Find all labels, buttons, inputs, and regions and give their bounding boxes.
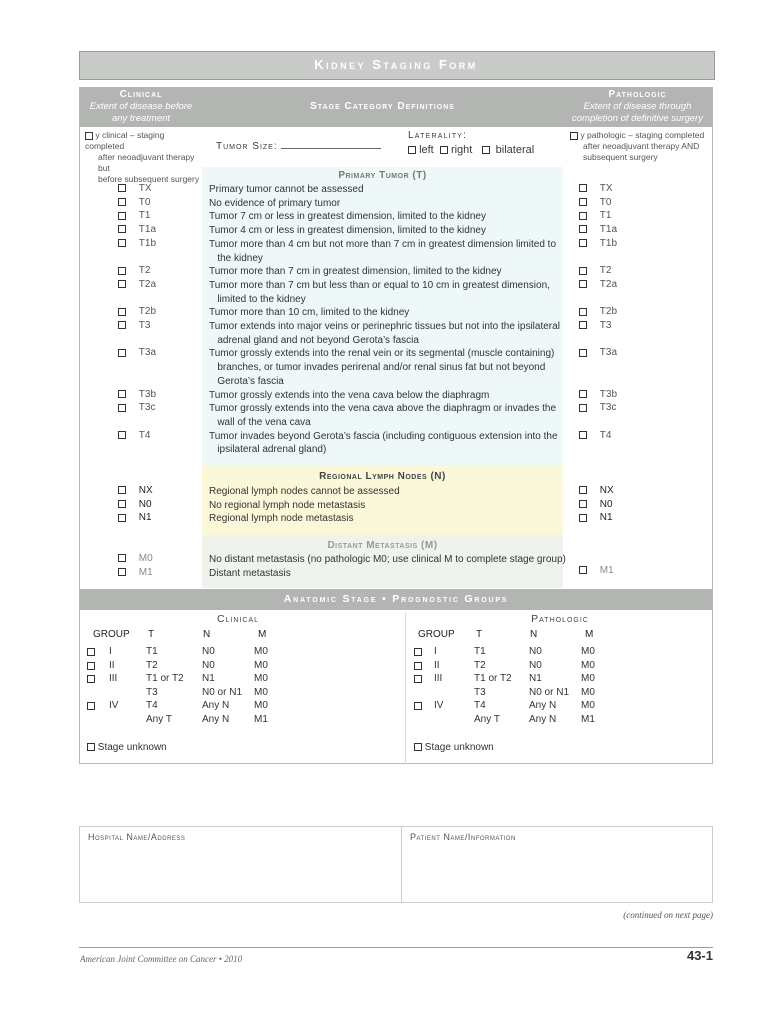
group-cell: Any N bbox=[529, 700, 557, 712]
pathologic-header: Pathologic Extent of disease through completion of definitive surgery bbox=[572, 89, 703, 124]
y-clinical-checkbox[interactable] bbox=[85, 132, 93, 140]
clinical-groups-title: Clinical bbox=[216, 613, 260, 625]
group-cell: T2 bbox=[474, 659, 486, 671]
clinical-tx[interactable] bbox=[118, 182, 152, 196]
stage-code: T2a bbox=[599, 278, 618, 290]
group-cell: N1 bbox=[202, 673, 215, 685]
stage-code: T1 bbox=[599, 210, 612, 222]
pathologic-t1a-checkbox[interactable] bbox=[579, 225, 587, 233]
clinical-t1-checkbox[interactable] bbox=[118, 212, 126, 220]
stage-code: T3b bbox=[599, 388, 618, 400]
clinical-t0-checkbox[interactable] bbox=[118, 198, 126, 206]
pathologic-stage-unknown[interactable]: Stage unknown bbox=[414, 741, 494, 755]
pathologic-t3a-checkbox[interactable] bbox=[579, 349, 587, 357]
group-checkbox[interactable] bbox=[87, 648, 95, 656]
group-cell: N0 or N1 bbox=[529, 686, 570, 698]
group-cell: M1 bbox=[581, 714, 595, 725]
stage-code: T1a bbox=[138, 224, 157, 236]
clinical-t2[interactable] bbox=[118, 264, 150, 278]
clinical-t3c[interactable] bbox=[118, 401, 155, 415]
pathologic-n0-checkbox[interactable] bbox=[579, 500, 587, 508]
group-cell: T1 bbox=[474, 646, 486, 657]
group-cell: Any T bbox=[146, 714, 172, 725]
clinical-t1[interactable] bbox=[118, 209, 150, 223]
group-cell: M0 bbox=[254, 700, 268, 712]
tumor-definition-line: Tumor invades beyond Gerota’s fascia (including contiguous extension into the bbox=[209, 430, 558, 442]
stage-code: NX bbox=[599, 485, 614, 496]
group-cell: III bbox=[434, 673, 443, 685]
clinical-t3a[interactable] bbox=[118, 346, 156, 360]
tumor-definition-line: Tumor grossly extends into the renal vein or its segmental (muscle containing) bbox=[209, 348, 555, 360]
group-cell: M0 bbox=[581, 686, 595, 698]
stage-code: TX bbox=[138, 183, 152, 194]
group-cell: M0 bbox=[581, 659, 595, 671]
group-cell: T4 bbox=[146, 700, 158, 712]
form-title: Kidney Staging Form bbox=[314, 57, 478, 72]
regional-nodes-title: Regional Lymph Nodes (N) bbox=[319, 471, 446, 482]
pathologic-stage-unknown-checkbox[interactable] bbox=[414, 743, 422, 751]
pathologic-t1b-checkbox[interactable] bbox=[579, 239, 587, 247]
groups-col-header: T bbox=[148, 629, 155, 640]
stage-code: T0 bbox=[138, 196, 151, 208]
pathologic-t2a[interactable] bbox=[579, 278, 617, 292]
group-checkbox[interactable] bbox=[414, 662, 422, 670]
groups-col-header: N bbox=[203, 629, 211, 640]
tumor-definition-line: Tumor more than 7 cm in greatest dimension, limited to the kidney bbox=[209, 266, 502, 278]
stage-code: N1 bbox=[599, 512, 613, 524]
stage-code: T3c bbox=[138, 402, 156, 414]
page-number: 43-1 bbox=[686, 948, 713, 963]
tumor-definition-line: Tumor extends into major veins or perinephric tissues but not into the ipsilateral bbox=[209, 321, 560, 333]
patient-box[interactable] bbox=[401, 826, 713, 903]
pathologic-t1a[interactable] bbox=[579, 223, 617, 237]
tumor-definition-line: wall of the vena cava bbox=[209, 416, 311, 428]
group-cell: M0 bbox=[581, 673, 595, 685]
group-cell: M0 bbox=[254, 659, 268, 671]
tumor-definition-line: No evidence of primary tumor bbox=[209, 197, 341, 209]
footer-publisher: American Joint Committee on Cancer • 2010 bbox=[80, 954, 243, 964]
pathologic-t1-checkbox[interactable] bbox=[579, 212, 587, 220]
group-cell: II bbox=[434, 659, 440, 671]
group-cell: I bbox=[109, 646, 112, 657]
clinical-n1-checkbox[interactable] bbox=[118, 514, 126, 522]
stage-code: T1a bbox=[599, 224, 618, 236]
group-cell: T4 bbox=[474, 700, 486, 712]
tumor-definition-line: Primary tumor cannot be assessed bbox=[209, 184, 364, 195]
stage-code: T2 bbox=[138, 265, 151, 277]
stage-code: T1b bbox=[599, 237, 618, 249]
pathologic-t2[interactable] bbox=[579, 264, 611, 278]
tumor-definition-line: Tumor more than 4 cm but not more than 7 cm in greatest dimension limited to bbox=[209, 238, 557, 250]
laterality-group: Laterality: left right bilateral bbox=[408, 130, 535, 156]
tumor-definition-line: branches, or tumor invades perirenal and/or renal sinus fat but not beyond bbox=[209, 362, 546, 374]
group-cell: T1 or T2 bbox=[474, 673, 512, 685]
clinical-n0[interactable] bbox=[118, 498, 152, 512]
group-cell: Any N bbox=[202, 714, 230, 725]
stage-code: T3 bbox=[599, 320, 612, 331]
regional-nodes-definitions: Regional lymph nodes cannot be assessed No regional lymph node metastasis Regional lymph node metastasis bbox=[209, 486, 400, 525]
group-cell: T1 or T2 bbox=[146, 673, 184, 685]
stage-code: T0 bbox=[599, 196, 612, 208]
pathologic-t3-checkbox[interactable] bbox=[579, 321, 587, 329]
clinical-t3c-checkbox[interactable] bbox=[118, 404, 126, 412]
pathologic-n1[interactable] bbox=[579, 511, 613, 525]
tumor-definition-line: adrenal gland and not beyond Gerota’s fascia bbox=[209, 334, 419, 346]
group-cell: Any T bbox=[474, 714, 500, 725]
stage-code: T3a bbox=[599, 347, 618, 359]
groups-divider bbox=[405, 612, 406, 764]
group-checkbox[interactable] bbox=[87, 675, 95, 683]
pathologic-t0-checkbox[interactable] bbox=[579, 198, 587, 206]
stage-code: T1 bbox=[138, 210, 151, 222]
stage-code: T3 bbox=[138, 320, 151, 331]
group-cell: III bbox=[109, 673, 118, 685]
pathologic-t2b-checkbox[interactable] bbox=[579, 308, 587, 316]
clinical-header: Clinical Extent of disease before any treatment bbox=[89, 89, 193, 124]
hospital-label: Hospital Name/Address bbox=[88, 832, 186, 842]
group-checkbox[interactable] bbox=[414, 648, 422, 656]
group-cell: T2 bbox=[146, 659, 158, 671]
group-cell: N1 bbox=[529, 673, 542, 685]
clinical-t0[interactable] bbox=[118, 196, 150, 210]
group-cell: T3 bbox=[474, 686, 486, 698]
group-checkbox[interactable] bbox=[414, 702, 422, 710]
pathologic-n0[interactable] bbox=[579, 498, 613, 512]
pathologic-t2-checkbox[interactable] bbox=[579, 267, 587, 275]
stage-code: NX bbox=[138, 485, 153, 496]
stage-code: T4 bbox=[138, 429, 151, 441]
groups-col-header: M bbox=[585, 629, 594, 640]
laterality-right-checkbox[interactable] bbox=[440, 146, 448, 154]
group-cell: IV bbox=[109, 700, 119, 712]
footer-rule bbox=[79, 947, 713, 948]
stage-code: N0 bbox=[138, 498, 152, 510]
y-pathologic-option[interactable]: y pathologic – staging completed after neoadjuvant therapy AND subsequent surgery bbox=[570, 130, 710, 163]
pathologic-t3[interactable] bbox=[579, 319, 611, 333]
clinical-t3-checkbox[interactable] bbox=[118, 321, 126, 329]
pathologic-t2b[interactable] bbox=[579, 305, 617, 319]
clinical-t3b[interactable] bbox=[118, 388, 156, 402]
tumor-definition-line: Tumor grossly extends into the vena cava below the diaphragm bbox=[209, 389, 490, 401]
clinical-stage-unknown-checkbox[interactable] bbox=[87, 743, 95, 751]
hospital-box[interactable] bbox=[79, 826, 402, 903]
m0-clinical-checkbox[interactable] bbox=[118, 554, 126, 562]
clinical-t3a-checkbox[interactable] bbox=[118, 349, 126, 357]
tumor-definition-line: ipsilateral adrenal gland) bbox=[209, 444, 327, 456]
groups-col-header: GROUP bbox=[418, 629, 455, 640]
group-cell: M0 bbox=[581, 700, 595, 712]
pathologic-t4[interactable] bbox=[579, 429, 611, 443]
groups-col-header: M bbox=[258, 629, 267, 640]
anatomic-stage-title: Anatomic Stage • Prognostic Groups bbox=[283, 593, 509, 605]
laterality-left-checkbox[interactable] bbox=[408, 146, 416, 154]
clinical-t1a-checkbox[interactable] bbox=[118, 225, 126, 233]
clinical-nx-checkbox[interactable] bbox=[118, 486, 126, 494]
clinical-t1b[interactable] bbox=[118, 237, 156, 251]
distant-mets-pathologic-codes: M1 bbox=[579, 564, 614, 578]
clinical-t4-checkbox[interactable] bbox=[118, 431, 126, 439]
clinical-nx[interactable] bbox=[118, 484, 153, 498]
clinical-t1a[interactable] bbox=[118, 223, 156, 237]
tumor-definition-line: Tumor grossly extends into the vena cava above the diaphragm or invades the bbox=[209, 403, 557, 415]
group-cell: II bbox=[109, 659, 115, 671]
tumor-definition-line: Tumor 4 cm or less in greatest dimension, limited to the kidney bbox=[209, 225, 486, 237]
pathologic-t3c[interactable] bbox=[579, 401, 616, 415]
tumor-definition-line: Tumor more than 10 cm, limited to the kidney bbox=[209, 307, 410, 319]
groups-col-header: GROUP bbox=[93, 629, 130, 640]
pathologic-t1b[interactable] bbox=[579, 237, 617, 251]
clinical-t2b-checkbox[interactable] bbox=[118, 308, 126, 316]
clinical-n0-checkbox[interactable] bbox=[118, 500, 126, 508]
clinical-t4[interactable] bbox=[118, 429, 150, 443]
tumor-definition-line: Gerota’s fascia bbox=[209, 375, 284, 387]
tumor-size-input[interactable] bbox=[281, 140, 381, 149]
tumor-definition-line: Tumor 7 cm or less in greatest dimension, limited to the kidney bbox=[209, 211, 486, 223]
group-cell: N0 bbox=[529, 659, 542, 671]
pathologic-nx[interactable] bbox=[579, 484, 614, 498]
stage-code: T3b bbox=[138, 388, 157, 400]
group-cell: N0 bbox=[202, 646, 215, 657]
group-checkbox[interactable] bbox=[87, 662, 95, 670]
stage-code: T2b bbox=[599, 306, 618, 318]
patient-label: Patient Name/Information bbox=[410, 832, 516, 842]
group-cell: M0 bbox=[581, 646, 595, 657]
groups-col-header: T bbox=[476, 629, 483, 640]
pathologic-t2a-checkbox[interactable] bbox=[579, 280, 587, 288]
groups-col-header: N bbox=[530, 629, 538, 640]
group-cell: N0 bbox=[529, 646, 542, 657]
pathologic-t3c-checkbox[interactable] bbox=[579, 404, 587, 412]
stage-code: T4 bbox=[599, 429, 612, 441]
pathologic-tx-checkbox[interactable] bbox=[579, 184, 587, 192]
distant-mets-clinical-codes: M0 M1 bbox=[118, 552, 153, 580]
clinical-t2a-checkbox[interactable] bbox=[118, 280, 126, 288]
stage-code: T3a bbox=[138, 347, 157, 359]
group-cell: T3 bbox=[146, 686, 158, 698]
stage-code: N1 bbox=[138, 512, 152, 524]
clinical-n1[interactable] bbox=[118, 511, 152, 525]
clinical-t3[interactable] bbox=[118, 319, 150, 333]
stage-code: T2a bbox=[138, 278, 157, 290]
group-cell: Any N bbox=[529, 714, 557, 725]
tumor-definition-line: Tumor more than 7 cm but less than or equal to 10 cm in greatest dimension, bbox=[209, 279, 550, 291]
stage-code: T1b bbox=[138, 237, 157, 249]
stage-code: T2b bbox=[138, 306, 157, 318]
clinical-stage-unknown[interactable]: Stage unknown bbox=[87, 741, 167, 755]
group-cell: M0 bbox=[254, 673, 268, 685]
stage-code: T2 bbox=[599, 265, 612, 277]
clinical-t2-checkbox[interactable] bbox=[118, 267, 126, 275]
distant-mets-title: Distant Metastasis (M) bbox=[327, 540, 438, 551]
primary-tumor-definitions bbox=[209, 183, 563, 457]
group-cell: T1 bbox=[146, 646, 158, 657]
group-checkbox[interactable] bbox=[87, 702, 95, 710]
stage-code: T3c bbox=[599, 402, 617, 414]
m1-clinical-checkbox[interactable] bbox=[118, 568, 126, 576]
pathologic-nx-checkbox[interactable] bbox=[579, 486, 587, 494]
tumor-definition-line: limited to the kidney bbox=[209, 293, 306, 305]
clinical-t2a[interactable] bbox=[118, 278, 156, 292]
tumor-size-label: Tumor Size: bbox=[216, 141, 278, 152]
m1-pathologic-checkbox[interactable] bbox=[579, 566, 587, 574]
group-cell: M0 bbox=[254, 686, 268, 698]
continued-note: (continued on next page) bbox=[623, 910, 713, 920]
group-cell: N0 bbox=[202, 659, 215, 671]
clinical-t2b[interactable] bbox=[118, 305, 156, 319]
pathologic-t3a[interactable] bbox=[579, 346, 617, 360]
distant-mets-definitions: No distant metastasis (no pathologic M0; use clinical M to complete stage group) Distant metastasis bbox=[209, 554, 566, 579]
group-cell: IV bbox=[434, 700, 444, 712]
tumor-definition-line: the kidney bbox=[209, 252, 263, 264]
pathologic-groups-title: Pathologic bbox=[531, 613, 589, 625]
stage-code: N0 bbox=[599, 498, 613, 510]
group-cell: I bbox=[434, 646, 437, 657]
y-clinical-option[interactable]: y clinical – staging completed after neoadjuvant therapy but before subsequent surgery bbox=[85, 130, 200, 184]
group-cell: M1 bbox=[254, 714, 268, 725]
pathologic-t4-checkbox[interactable] bbox=[579, 431, 587, 439]
group-cell: M0 bbox=[254, 646, 268, 657]
group-cell: N0 or N1 bbox=[202, 686, 243, 698]
stage-code: TX bbox=[599, 183, 613, 194]
clinical-t1b-checkbox[interactable] bbox=[118, 239, 126, 247]
laterality-bilateral-checkbox[interactable] bbox=[482, 146, 490, 154]
pathologic-n1-checkbox[interactable] bbox=[579, 514, 587, 522]
clinical-t3b-checkbox[interactable] bbox=[118, 390, 126, 398]
clinical-tx-checkbox[interactable] bbox=[118, 184, 126, 192]
pathologic-tx[interactable] bbox=[579, 182, 613, 196]
group-checkbox[interactable] bbox=[414, 675, 422, 683]
pathologic-t3b-checkbox[interactable] bbox=[579, 390, 587, 398]
tumor-size-field[interactable] bbox=[216, 140, 381, 152]
group-cell: Any N bbox=[202, 700, 230, 712]
stage-definitions-header: Stage Category Definitions bbox=[310, 101, 455, 112]
primary-tumor-title: Primary Tumor (T) bbox=[338, 170, 427, 181]
y-pathologic-checkbox[interactable] bbox=[570, 132, 578, 140]
pathologic-t3b[interactable] bbox=[579, 388, 617, 402]
pathologic-t0[interactable] bbox=[579, 196, 611, 210]
pathologic-t1[interactable] bbox=[579, 209, 611, 223]
